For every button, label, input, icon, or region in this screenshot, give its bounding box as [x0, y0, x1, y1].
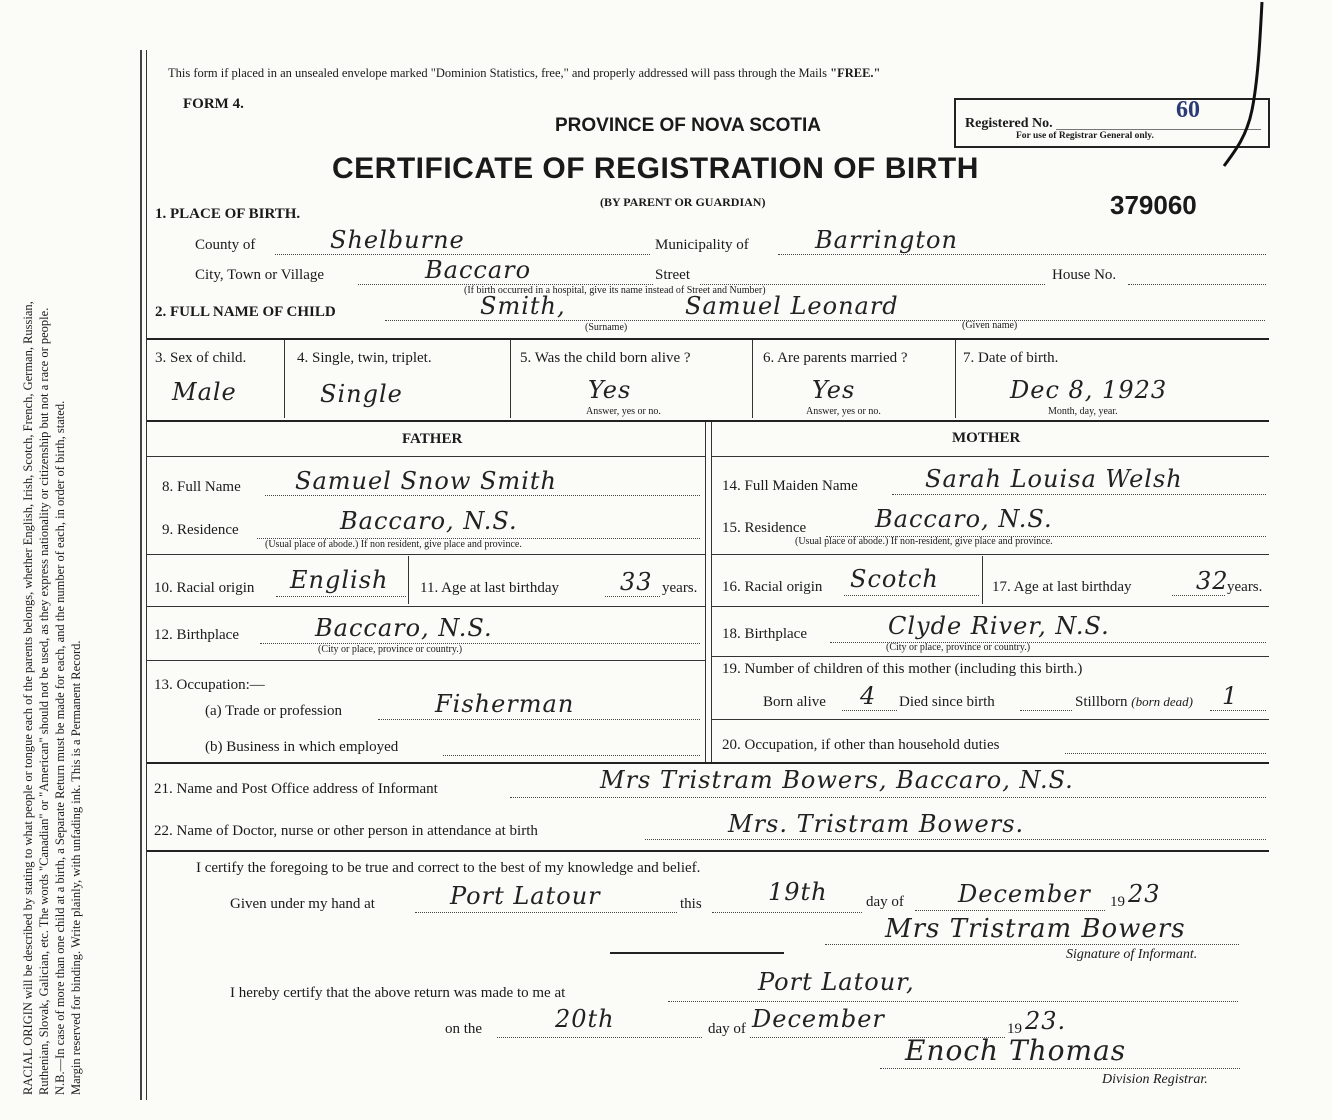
province-heading: PROVINCE OF NOVA SCOTIA: [555, 115, 822, 136]
father-business-label: (b) Business in which employed: [205, 739, 399, 755]
father-residence-label: 9. Residence: [162, 522, 239, 538]
mother-name-label: 14. Full Maiden Name: [722, 478, 858, 494]
mother-age-years: years.: [1227, 579, 1263, 595]
house-no-label: House No.: [1052, 267, 1117, 283]
dob-label: 7. Date of birth.: [963, 350, 1059, 366]
born-alive-count-label: Born alive: [763, 694, 826, 710]
mother-age-label: 17. Age at last birthday: [992, 579, 1132, 595]
father-name-label: 8. Full Name: [162, 479, 241, 495]
plurality-value: Single: [320, 380, 403, 408]
registered-label: Registered No.: [965, 116, 1053, 131]
informant-signature-label: Signature of Informant.: [1066, 947, 1198, 962]
doctor-value: Mrs. Tristram Bowers.: [728, 810, 1025, 838]
stillborn-count: 1: [1222, 682, 1239, 710]
margin-rule-inner: [146, 50, 147, 1100]
child-surname: Smith,: [480, 292, 566, 320]
registered-number: 60: [1176, 97, 1200, 123]
child-name-label: 2. FULL NAME OF CHILD: [155, 304, 336, 320]
given-place: Port Latour: [450, 882, 601, 910]
margin-notes: [20, 301, 84, 1095]
father-age-value: 33: [620, 568, 653, 596]
mother-racial-label: 16. Racial origin: [722, 579, 823, 595]
father-name-value: Samuel Snow Smith: [295, 467, 557, 495]
mother-residence-value: Baccaro, N.S.: [875, 505, 1053, 533]
certify-statement: I certify the foregoing to be true and correct to the best of my knowledge and belief.: [196, 860, 701, 876]
born-alive-note: Answer, yes or no.: [586, 406, 661, 417]
surname-note: (Surname): [585, 322, 628, 333]
father-residence-note: (Usual place of abode.) If non resident, give place and province.: [265, 539, 522, 550]
father-heading: FATHER: [402, 431, 463, 447]
parents-married-note: Answer, yes or no.: [806, 406, 881, 417]
doctor-label: 22. Name of Doctor, nurse or other person in attendance at birth: [154, 823, 538, 839]
mother-heading: MOTHER: [952, 430, 1021, 446]
father-racial-value: English: [290, 566, 389, 594]
informant-value: Mrs Tristram Bowers, Baccaro, N.S.: [600, 766, 1074, 794]
margin-note-nb: N.B.—In case of more than one child at a birth, a Separate Return must be made for each, and the number of each, in order of birth, stated.: [53, 400, 67, 1095]
registrar-signature-label: Division Registrar.: [1102, 1072, 1208, 1087]
mother-occupation-label: 20. Occupation, if other than household duties: [722, 737, 1000, 753]
sex-value: Male: [172, 378, 237, 406]
certificate-number: 379060: [1110, 190, 1197, 220]
father-birthplace-value: Baccaro, N.S.: [315, 614, 493, 642]
father-age-label: 11. Age at last birthday: [420, 580, 559, 596]
father-racial-label: 10. Racial origin: [154, 580, 255, 596]
municipality-label: Municipality of: [655, 237, 749, 253]
informant-signature: Mrs Tristram Bowers: [885, 914, 1186, 944]
certify-month: December: [958, 880, 1091, 908]
page-subtitle: (BY PARENT OR GUARDIAN): [600, 195, 766, 209]
registrar-signature: Enoch Thomas: [905, 1034, 1127, 1067]
registrar-note: For use of Registrar General only.: [1016, 131, 1154, 141]
margin-note-racial-2: Ruthenian, Slovak, Galician, etc. The words "Canadian" or "American" should not be used, as they express nationality or citizenship but not a race or people.: [37, 307, 51, 1095]
dob-value: Dec 8, 1923: [1010, 376, 1168, 404]
certify-year: 23: [1128, 880, 1161, 908]
margin-note-binding: Margin reserved for binding. Write plainly, with unfading ink. This is a Permanent Record.: [69, 640, 83, 1095]
place-of-birth-heading: 1. PLACE OF BIRTH.: [155, 206, 301, 222]
street-label: Street: [655, 267, 690, 283]
registrar-year-prefix: 19: [1007, 1021, 1022, 1037]
certify-day-of-label: day of: [866, 894, 904, 910]
born-alive-count: 4: [860, 682, 877, 710]
on-the-label: on the: [445, 1021, 483, 1037]
father-residence-value: Baccaro, N.S.: [340, 507, 518, 535]
city-label: City, Town or Village: [195, 267, 325, 283]
mother-children-label: 19. Number of children of this mother (including this birth.): [722, 661, 1083, 677]
father-birthplace-note: (City or place, province or country.): [318, 644, 463, 655]
registrar-place: Port Latour,: [758, 968, 915, 996]
sex-label: 3. Sex of child.: [155, 350, 247, 366]
registrar-year: 23.: [1025, 1007, 1067, 1035]
hospital-note: (If birth occurred in a hospital, give its name instead of Street and Number): [464, 285, 766, 296]
city-value: Baccaro: [425, 256, 532, 284]
parents-married-label: 6. Are parents married ?: [763, 350, 908, 366]
mother-name-value: Sarah Louisa Welsh: [925, 465, 1183, 493]
county-value: Shelburne: [330, 226, 465, 254]
mother-racial-value: Scotch: [850, 565, 939, 593]
page-title: CERTIFICATE OF REGISTRATION OF BIRTH: [332, 152, 979, 185]
mother-birthplace-value: Clyde River, N.S.: [888, 612, 1110, 640]
informant-label: 21. Name and Post Office address of Informant: [154, 781, 438, 797]
registrar-month: December: [752, 1005, 885, 1033]
died-since-birth-label: Died since birth: [899, 694, 995, 710]
father-occupation-label: 13. Occupation:—: [154, 677, 265, 693]
form-number: FORM 4.: [183, 96, 244, 112]
mother-birthplace-note: (City or place, province or country.): [886, 642, 1031, 653]
margin-rule: [140, 50, 142, 1100]
given-name-note: (Given name): [962, 320, 1018, 331]
mother-residence-note: (Usual place of abode.) If non-resident, give place and province.: [795, 536, 1053, 547]
municipality-value: Barrington: [815, 226, 958, 254]
registrar-day-of-label: day of: [708, 1021, 746, 1037]
mail-note: This form if placed in an unsealed envelope marked "Dominion Statistics, free," and properly addressed will pass through the Mails "FREE.": [168, 66, 881, 80]
stillborn-label: Stillborn (born dead): [1075, 694, 1194, 710]
certify-day: 19th: [768, 878, 828, 906]
father-age-years: years.: [662, 580, 698, 596]
born-alive-value: Yes: [588, 376, 632, 404]
born-alive-label: 5. Was the child born alive ?: [520, 350, 691, 366]
pen-stroke: [1222, 0, 1282, 170]
mother-residence-label: 15. Residence: [722, 520, 807, 536]
county-label: County of: [195, 237, 256, 253]
child-given-name: Samuel Leonard: [685, 292, 899, 320]
registrar-day: 20th: [555, 1005, 615, 1033]
dob-note: Month, day, year.: [1048, 406, 1118, 417]
mother-birthplace-label: 18. Birthplace: [722, 626, 807, 642]
margin-note-racial-1: RACIAL ORIGIN will be described by stating to what people or tongue each of the parents belongs, whether English, Irish, Scotch, French, German, Russian,: [21, 301, 35, 1095]
certify-year-prefix: 19: [1110, 894, 1125, 910]
father-trade-label: (a) Trade or profession: [205, 703, 343, 719]
registrar-statement: I hereby certify that the above return was made to me at: [230, 985, 566, 1001]
father-birthplace-label: 12. Birthplace: [154, 627, 239, 643]
plurality-label: 4. Single, twin, triplet.: [297, 350, 432, 366]
given-under-hand-label: Given under my hand at: [230, 896, 375, 912]
this-label: this: [680, 896, 702, 912]
mother-age-value: 32: [1196, 567, 1229, 595]
father-trade-value: Fisherman: [435, 690, 575, 718]
parents-married-value: Yes: [812, 376, 856, 404]
